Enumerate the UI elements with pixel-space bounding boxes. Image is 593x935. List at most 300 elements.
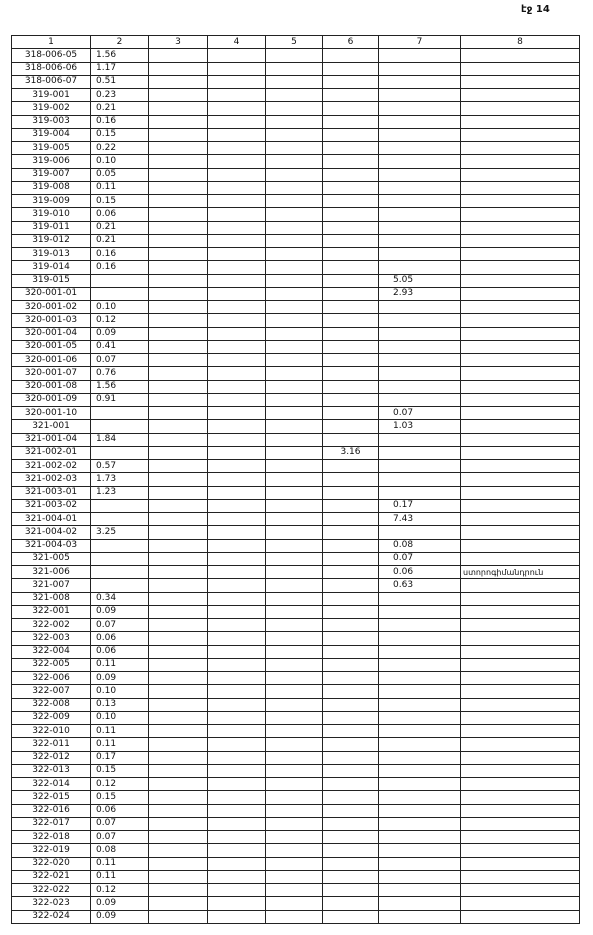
table-row: [12, 128, 580, 141]
cell-col-4: [208, 301, 266, 314]
cell-col-5: [266, 870, 323, 883]
cell-col-1: 322-001: [12, 605, 91, 618]
cell-col-8: [461, 380, 580, 393]
cell-col-3: [149, 632, 208, 645]
cell-col-7: 0.06: [379, 566, 461, 579]
cell-col-3: [149, 473, 208, 486]
cell-col-3: [149, 221, 208, 234]
table-row: [12, 142, 580, 155]
cell-col-6: [323, 49, 379, 62]
cell-col-4: [208, 287, 266, 300]
cell-col-2: 0.91: [91, 393, 149, 406]
cell-col-1: 321-006: [12, 566, 91, 579]
cell-col-6: [323, 327, 379, 340]
cell-col-2: 0.11: [91, 870, 149, 883]
cell-col-3: [149, 751, 208, 764]
cell-col-5: [266, 287, 323, 300]
table-row: [12, 446, 580, 459]
cell-col-8: [461, 420, 580, 433]
cell-col-2: 0.34: [91, 592, 149, 605]
cell-col-1: 322-013: [12, 764, 91, 777]
cell-col-5: [266, 804, 323, 817]
cell-col-8: [461, 433, 580, 446]
cell-col-4: [208, 354, 266, 367]
cell-col-2: [91, 274, 149, 287]
table-row: [12, 354, 580, 367]
cell-col-8: [461, 526, 580, 539]
cell-col-5: [266, 181, 323, 194]
table-row: [12, 420, 580, 433]
table-row: [12, 579, 580, 592]
table-row: [12, 89, 580, 102]
cell-col-7: [379, 301, 461, 314]
cell-col-8: [461, 314, 580, 327]
cell-col-8: [461, 738, 580, 751]
cell-col-6: [323, 685, 379, 698]
cell-col-4: [208, 155, 266, 168]
cell-col-6: [323, 844, 379, 857]
cell-col-3: [149, 420, 208, 433]
table-row: [12, 301, 580, 314]
cell-col-4: [208, 910, 266, 923]
cell-col-6: [323, 592, 379, 605]
cell-col-1: 322-014: [12, 778, 91, 791]
cell-col-1: 319-013: [12, 248, 91, 261]
cell-col-7: [379, 910, 461, 923]
cell-col-4: [208, 380, 266, 393]
cell-col-6: [323, 725, 379, 738]
table-row: [12, 751, 580, 764]
cell-col-7: 7.43: [379, 513, 461, 526]
table-row: [12, 685, 580, 698]
cell-col-8: [461, 221, 580, 234]
cell-col-4: [208, 526, 266, 539]
cell-col-5: [266, 499, 323, 512]
cell-col-6: [323, 420, 379, 433]
cell-col-6: [323, 248, 379, 261]
cell-col-5: [266, 645, 323, 658]
cell-col-8: [461, 539, 580, 552]
cell-col-6: [323, 261, 379, 274]
cell-col-6: [323, 698, 379, 711]
cell-col-8: [461, 804, 580, 817]
table-row: [12, 738, 580, 751]
cell-col-5: [266, 817, 323, 830]
cell-col-2: 0.15: [91, 791, 149, 804]
cell-col-5: [266, 62, 323, 75]
cell-col-1: 322-004: [12, 645, 91, 658]
cell-col-1: 321-007: [12, 579, 91, 592]
cell-col-2: 0.10: [91, 711, 149, 724]
header-row: [12, 36, 580, 49]
cell-col-7: [379, 884, 461, 897]
cell-col-1: 322-018: [12, 831, 91, 844]
column-header-3: 3: [149, 36, 208, 49]
cell-col-1: 321-008: [12, 592, 91, 605]
cell-col-4: [208, 566, 266, 579]
cell-col-8: [461, 407, 580, 420]
cell-col-1: 320-001-04: [12, 327, 91, 340]
cell-col-7: [379, 234, 461, 247]
cell-col-6: [323, 274, 379, 287]
cell-col-4: [208, 367, 266, 380]
cell-col-5: [266, 446, 323, 459]
cell-col-8: [461, 128, 580, 141]
cell-col-4: [208, 619, 266, 632]
cell-col-8: [461, 870, 580, 883]
cell-col-2: 0.09: [91, 910, 149, 923]
cell-col-7: 0.07: [379, 407, 461, 420]
cell-col-3: [149, 393, 208, 406]
cell-col-3: [149, 513, 208, 526]
cell-col-3: [149, 486, 208, 499]
cell-col-6: [323, 301, 379, 314]
cell-col-6: [323, 672, 379, 685]
cell-col-6: [323, 354, 379, 367]
cell-col-7: [379, 460, 461, 473]
cell-col-4: [208, 804, 266, 817]
cell-col-4: [208, 725, 266, 738]
cell-col-1: 322-008: [12, 698, 91, 711]
cell-col-8: ստորոգիմանդրուն: [461, 566, 580, 579]
cell-col-7: [379, 619, 461, 632]
cell-col-8: [461, 367, 580, 380]
table-body: [12, 49, 580, 924]
cell-col-2: 0.21: [91, 102, 149, 115]
cell-col-4: [208, 579, 266, 592]
cell-col-1: 319-002: [12, 102, 91, 115]
cell-col-3: [149, 499, 208, 512]
cell-col-1: 322-023: [12, 897, 91, 910]
cell-col-6: [323, 632, 379, 645]
cell-col-6: [323, 115, 379, 128]
cell-col-7: [379, 632, 461, 645]
cell-col-5: [266, 526, 323, 539]
table-row: [12, 49, 580, 62]
column-header-8: 8: [461, 36, 580, 49]
cell-col-5: [266, 751, 323, 764]
cell-col-7: [379, 831, 461, 844]
cell-col-6: [323, 486, 379, 499]
cell-col-4: [208, 539, 266, 552]
cell-col-5: [266, 698, 323, 711]
cell-col-7: [379, 473, 461, 486]
cell-col-4: [208, 168, 266, 181]
cell-col-5: [266, 234, 323, 247]
cell-col-7: [379, 658, 461, 671]
cell-col-2: 0.11: [91, 857, 149, 870]
cell-col-4: [208, 486, 266, 499]
cell-col-7: [379, 208, 461, 221]
cell-col-6: [323, 552, 379, 565]
cell-col-7: [379, 49, 461, 62]
cell-col-4: [208, 181, 266, 194]
cell-col-6: [323, 817, 379, 830]
cell-col-3: [149, 208, 208, 221]
cell-col-1: 322-016: [12, 804, 91, 817]
cell-col-5: [266, 579, 323, 592]
cell-col-7: [379, 340, 461, 353]
cell-col-2: 0.09: [91, 672, 149, 685]
cell-col-8: [461, 195, 580, 208]
cell-col-8: [461, 62, 580, 75]
table-row: [12, 632, 580, 645]
cell-col-1: 322-011: [12, 738, 91, 751]
cell-col-7: [379, 75, 461, 88]
cell-col-1: 321-004-02: [12, 526, 91, 539]
cell-col-8: [461, 142, 580, 155]
cell-col-8: [461, 592, 580, 605]
cell-col-5: [266, 658, 323, 671]
cell-col-3: [149, 526, 208, 539]
cell-col-8: [461, 274, 580, 287]
cell-col-3: [149, 804, 208, 817]
table-row: [12, 75, 580, 88]
cell-col-5: [266, 552, 323, 565]
cell-col-1: 318-006-06: [12, 62, 91, 75]
cell-col-8: [461, 446, 580, 459]
cell-col-5: [266, 314, 323, 327]
cell-col-8: [461, 672, 580, 685]
cell-col-8: [461, 685, 580, 698]
cell-col-5: [266, 380, 323, 393]
cell-col-6: [323, 208, 379, 221]
table-row: [12, 658, 580, 671]
cell-col-7: [379, 62, 461, 75]
cell-col-6: [323, 221, 379, 234]
table-row: [12, 248, 580, 261]
cell-col-8: [461, 115, 580, 128]
cell-col-4: [208, 499, 266, 512]
cell-col-2: 0.09: [91, 897, 149, 910]
table-row: [12, 764, 580, 777]
cell-col-4: [208, 751, 266, 764]
cell-col-8: [461, 817, 580, 830]
cell-col-8: [461, 552, 580, 565]
table-row: [12, 327, 580, 340]
cell-col-8: [461, 579, 580, 592]
cell-col-8: [461, 89, 580, 102]
cell-col-4: [208, 142, 266, 155]
cell-col-2: 0.15: [91, 764, 149, 777]
table-row: [12, 181, 580, 194]
cell-col-2: 0.07: [91, 817, 149, 830]
cell-col-6: [323, 711, 379, 724]
cell-col-2: [91, 552, 149, 565]
cell-col-5: [266, 208, 323, 221]
cell-col-5: [266, 566, 323, 579]
cell-col-8: [461, 831, 580, 844]
cell-col-1: 319-010: [12, 208, 91, 221]
cell-col-6: [323, 857, 379, 870]
cell-col-1: 321-005: [12, 552, 91, 565]
cell-col-1: 321-002-01: [12, 446, 91, 459]
cell-col-6: [323, 605, 379, 618]
cell-col-8: [461, 354, 580, 367]
cell-col-3: [149, 115, 208, 128]
cell-col-2: 0.76: [91, 367, 149, 380]
cell-col-1: 321-004-01: [12, 513, 91, 526]
cell-col-1: 319-008: [12, 181, 91, 194]
cell-col-2: 3.25: [91, 526, 149, 539]
cell-col-7: [379, 764, 461, 777]
cell-col-2: 1.17: [91, 62, 149, 75]
cell-col-1: 319-001: [12, 89, 91, 102]
cell-col-8: [461, 168, 580, 181]
cell-col-1: 322-006: [12, 672, 91, 685]
cell-col-1: 319-011: [12, 221, 91, 234]
cell-col-6: [323, 897, 379, 910]
cell-col-3: [149, 791, 208, 804]
cell-col-3: [149, 128, 208, 141]
cell-col-4: [208, 817, 266, 830]
table-row: [12, 725, 580, 738]
cell-col-7: [379, 393, 461, 406]
table-row: [12, 831, 580, 844]
cell-col-6: [323, 89, 379, 102]
cell-col-2: 0.05: [91, 168, 149, 181]
cell-col-2: 0.08: [91, 844, 149, 857]
cell-col-5: [266, 393, 323, 406]
cell-col-1: 322-019: [12, 844, 91, 857]
cell-col-7: [379, 685, 461, 698]
cell-col-3: [149, 287, 208, 300]
table-row: [12, 115, 580, 128]
table-row: [12, 857, 580, 870]
cell-col-3: [149, 433, 208, 446]
cell-col-1: 322-015: [12, 791, 91, 804]
cell-col-8: [461, 751, 580, 764]
cell-col-5: [266, 354, 323, 367]
cell-col-2: 0.16: [91, 115, 149, 128]
cell-col-6: [323, 62, 379, 75]
cell-col-1: 320-001-06: [12, 354, 91, 367]
table-row: [12, 910, 580, 923]
cell-col-1: 321-001-04: [12, 433, 91, 446]
cell-col-5: [266, 115, 323, 128]
cell-col-6: [323, 764, 379, 777]
cell-col-6: [323, 738, 379, 751]
cell-col-2: 0.16: [91, 248, 149, 261]
cell-col-8: [461, 725, 580, 738]
table-row: [12, 168, 580, 181]
cell-col-6: [323, 791, 379, 804]
cell-col-2: 0.11: [91, 658, 149, 671]
cell-col-5: [266, 327, 323, 340]
cell-col-2: 1.56: [91, 49, 149, 62]
table-row: [12, 552, 580, 565]
cell-col-4: [208, 75, 266, 88]
cell-col-7: [379, 844, 461, 857]
cell-col-5: [266, 910, 323, 923]
cell-col-8: [461, 287, 580, 300]
cell-col-3: [149, 340, 208, 353]
cell-col-1: 319-012: [12, 234, 91, 247]
cell-col-2: 0.13: [91, 698, 149, 711]
cell-col-7: [379, 725, 461, 738]
table-row: [12, 804, 580, 817]
column-header-6: 6: [323, 36, 379, 49]
cell-col-7: 2.93: [379, 287, 461, 300]
table-row: [12, 221, 580, 234]
cell-col-5: [266, 407, 323, 420]
cell-col-8: [461, 75, 580, 88]
cell-col-3: [149, 658, 208, 671]
table-row: [12, 433, 580, 446]
cell-col-4: [208, 658, 266, 671]
cell-col-6: [323, 380, 379, 393]
cell-col-1: 321-003-01: [12, 486, 91, 499]
cell-col-6: [323, 526, 379, 539]
cell-col-7: [379, 645, 461, 658]
cell-col-3: [149, 831, 208, 844]
cell-col-3: [149, 645, 208, 658]
cell-col-8: [461, 327, 580, 340]
cell-col-8: [461, 619, 580, 632]
cell-col-3: [149, 738, 208, 751]
cell-col-7: [379, 711, 461, 724]
cell-col-4: [208, 89, 266, 102]
cell-col-6: 3.16: [323, 446, 379, 459]
table-row: [12, 499, 580, 512]
cell-col-6: [323, 513, 379, 526]
cell-col-5: [266, 89, 323, 102]
cell-col-5: [266, 433, 323, 446]
table-row: [12, 155, 580, 168]
cell-col-3: [149, 195, 208, 208]
cell-col-8: [461, 393, 580, 406]
cell-col-7: [379, 380, 461, 393]
table-row: [12, 884, 580, 897]
cell-col-5: [266, 473, 323, 486]
cell-col-7: [379, 433, 461, 446]
cell-col-3: [149, 552, 208, 565]
table-row: [12, 62, 580, 75]
cell-col-5: [266, 791, 323, 804]
cell-col-1: 321-002-03: [12, 473, 91, 486]
cell-col-8: [461, 340, 580, 353]
cell-col-5: [266, 195, 323, 208]
cell-col-6: [323, 407, 379, 420]
cell-col-5: [266, 460, 323, 473]
cell-col-7: [379, 261, 461, 274]
cell-col-3: [149, 75, 208, 88]
cell-col-1: 320-001-07: [12, 367, 91, 380]
cell-col-6: [323, 128, 379, 141]
table-row: [12, 619, 580, 632]
cell-col-3: [149, 579, 208, 592]
cell-col-5: [266, 221, 323, 234]
cell-col-1: 322-017: [12, 817, 91, 830]
cell-col-7: [379, 897, 461, 910]
cell-col-7: [379, 870, 461, 883]
cell-col-3: [149, 168, 208, 181]
cell-col-5: [266, 49, 323, 62]
cell-col-8: [461, 605, 580, 618]
cell-col-7: [379, 354, 461, 367]
cell-col-7: 5.05: [379, 274, 461, 287]
cell-col-1: 321-002-02: [12, 460, 91, 473]
cell-col-1: 319-003: [12, 115, 91, 128]
cell-col-6: [323, 340, 379, 353]
column-header-4: 4: [208, 36, 266, 49]
table-row: [12, 367, 580, 380]
table-row: [12, 672, 580, 685]
cell-col-3: [149, 897, 208, 910]
table-row: [12, 473, 580, 486]
table-row: [12, 486, 580, 499]
cell-col-8: [461, 234, 580, 247]
